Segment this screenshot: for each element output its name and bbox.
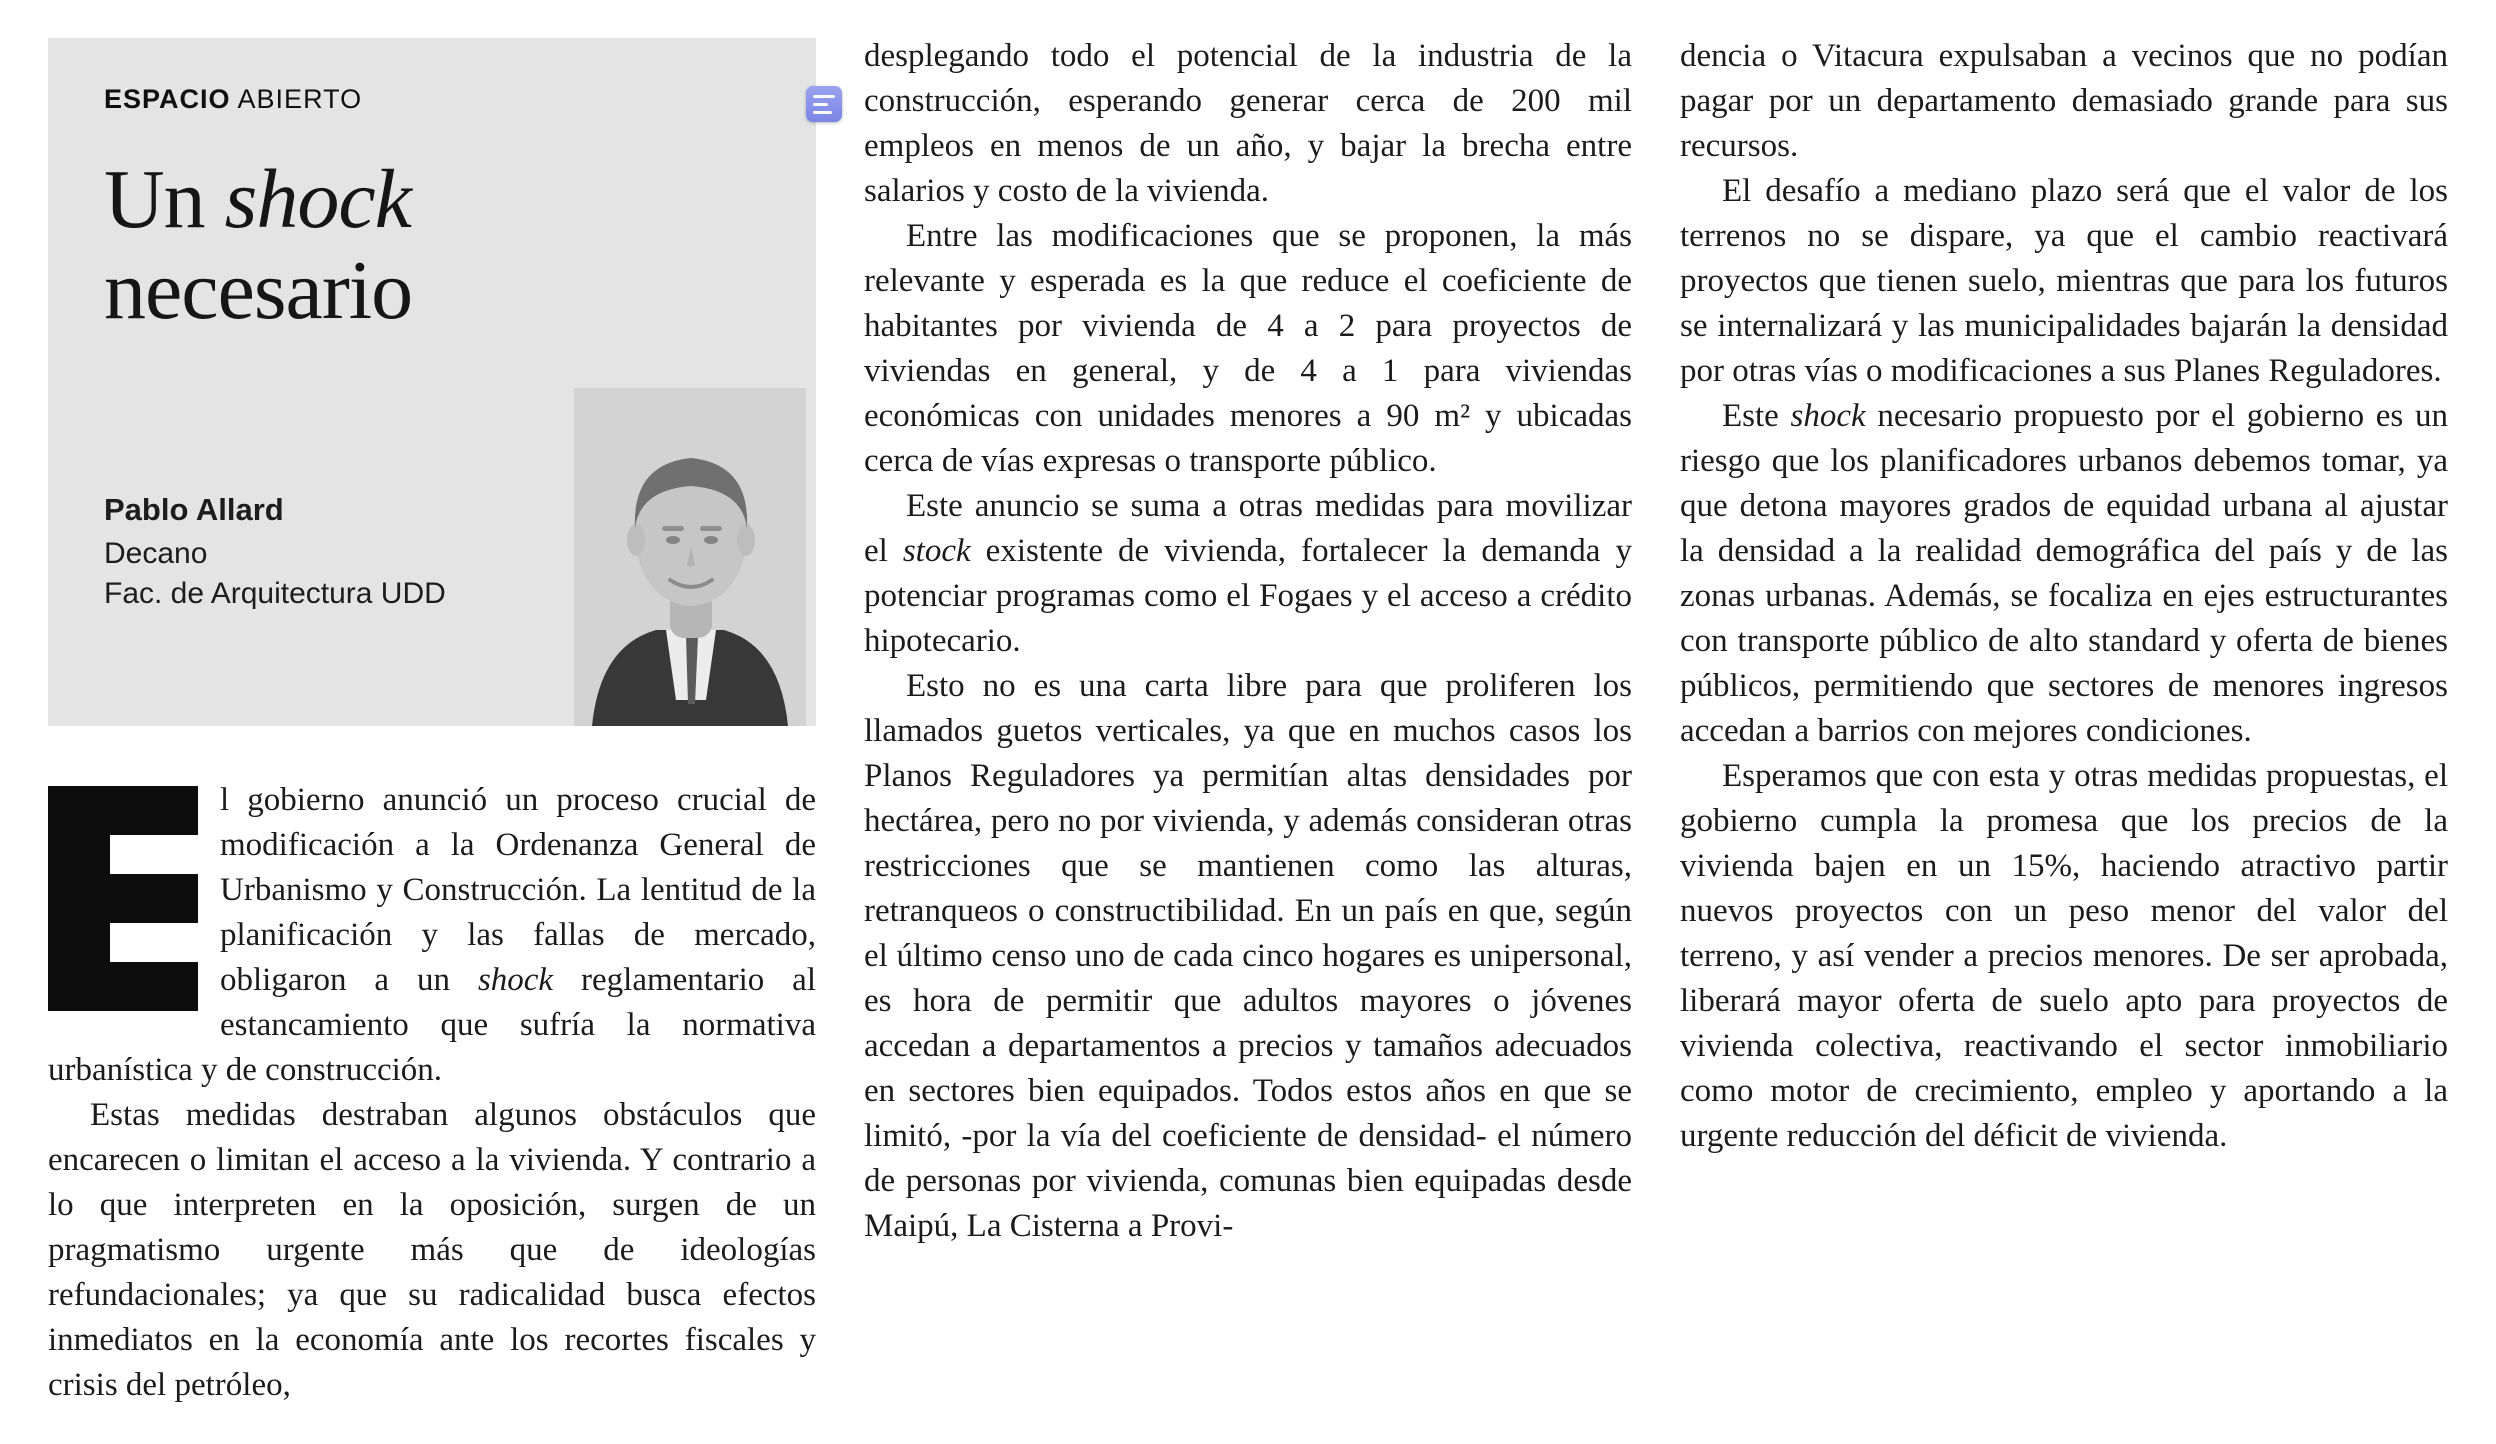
paragraph: desplegando todo el potencial de la industria de la construcción, esperando generar cerca de 200 mil empleos en menos de un año, y bajar la brecha entre salarios y costo de la vivienda. [864,38,1632,209]
paragraph: El desafío a mediano plazo será que el valor de los terrenos no se dispare, ya que el cambio reactivará proyectos que tienen suelo, mientras que para los futuros se internalizará y las municipalidades bajarán la densidad por otras vías o modificaciones a sus Planes Reguladores. [1680,173,2448,389]
paragraph [48,778,816,1093]
article-header-box [48,38,816,726]
paragraph: Esto no es una carta libre para que proliferen los llamados guetos verticales, ya que en muchos casos los Planos Reguladores ya permitían altas densidades por hectárea, pero no por vivienda, y además consideran otras restricciones que se mantienen como las alturas, retranqueos o constructibilidad. En un país en que, según el último censo uno de cada cinco hogares es unipersonal, es hora de permitir que adultos mayores o jóvenes accedan a departamentos a precios y tamaños adecuados en sectores bien equipados. Todos estos años en que se limitó, -por la vía del coeficiente de densidad- el número de personas por vivienda, comunas bien equipadas desde Maipú, La Cisterna a Provi- [864,668,1632,1244]
paragraph: Este anuncio se suma a otras medidas para movilizar el stock existente de vivienda, fortalecer la demanda y potenciar programas como el Fogaes y el acceso a crédito hipotecario. [864,488,1632,659]
column-3 [1680,30,2448,1444]
author-role: Decano [104,537,208,570]
section-kicker [104,84,760,115]
column-1 [48,30,816,1444]
author-portrait-photo [574,388,806,726]
paragraph: Estas medidas destraban algunos obstáculos que encarecen o limitan el acceso a la vivienda. Y contrario a lo que interpreten en la oposición, surgen de un pragmatismo urgente más que de ideologías refundacionales; ya que su radicalidad busca efectos inmediatos en la economía ante los recortes fiscales y crisis del petróleo, [48,1097,816,1403]
article-body-column-1 [48,778,816,1408]
notes-overlay-icon[interactable] [806,86,842,122]
paragraph-text: l gobierno anunció un proceso crucial de modificación a la Ordenanza General de Urbanismo y Construcción. La lentitud de la planificación y las fallas de mercado, obligaron a un shock reglamentario al estancamiento que sufría la normativa urbanística y de construcción. [48,782,817,1088]
drop-cap [48,786,198,1011]
paragraph: Entre las modificaciones que se proponen, la más relevante y esperada es la que reduce el coeficiente de habitantes por vivienda de 4 a 2 para proyectos de viviendas en general, y de 4 a 1 para viviendas económicas con unidades menores a 90 m² y ubicadas cerca de vías expresas o transporte público. [864,218,1632,479]
paragraph: dencia o Vitacura expulsaban a vecinos que no podían pagar por un departamento demasiado grande para sus recursos. [1680,38,2448,164]
paragraph: Esperamos que con esta y otras medidas propuestas, el gobierno cumpla la promesa que los precios de la vivienda bajen en un 15%, haciendo atractivo partir nuevos proyectos con un peso menor del valor del terreno, y así vender a precios menores. De ser aprobada, liberará mayor oferta de suelo apto para proyectos de vivienda colectiva, reactivando el sector inmobiliario como motor de crecimiento, empleo y aportando a la urgente reducción del déficit de vivienda. [1680,758,2448,1154]
kicker-regular-text: ABIERTO [230,84,363,114]
portrait-illustration [574,388,806,726]
author-block [104,490,446,614]
article-title: Un shock necesario [104,153,413,337]
author-name: Pablo Allard [104,492,284,527]
kicker-bold-text: ESPACIO [104,84,231,114]
paragraph: Este shock necesario propuesto por el gobierno es un riesgo que los planificadores urbanos debemos tomar, ya que detona mayores grados de equidad urbana al ajustar la densidad a la realidad demográfica del país y de las zonas urbanas. Además, se focaliza en ejes estructurantes con transporte público de alto standard y oferta de bienes públicos, permitiendo que sectores de menores ingresos accedan a barrios con mejores condiciones. [1680,398,2448,749]
author-affiliation: Fac. de Arquitectura UDD [104,577,446,610]
column-2 [864,30,1632,1444]
drop-cap-letter [48,786,49,787]
